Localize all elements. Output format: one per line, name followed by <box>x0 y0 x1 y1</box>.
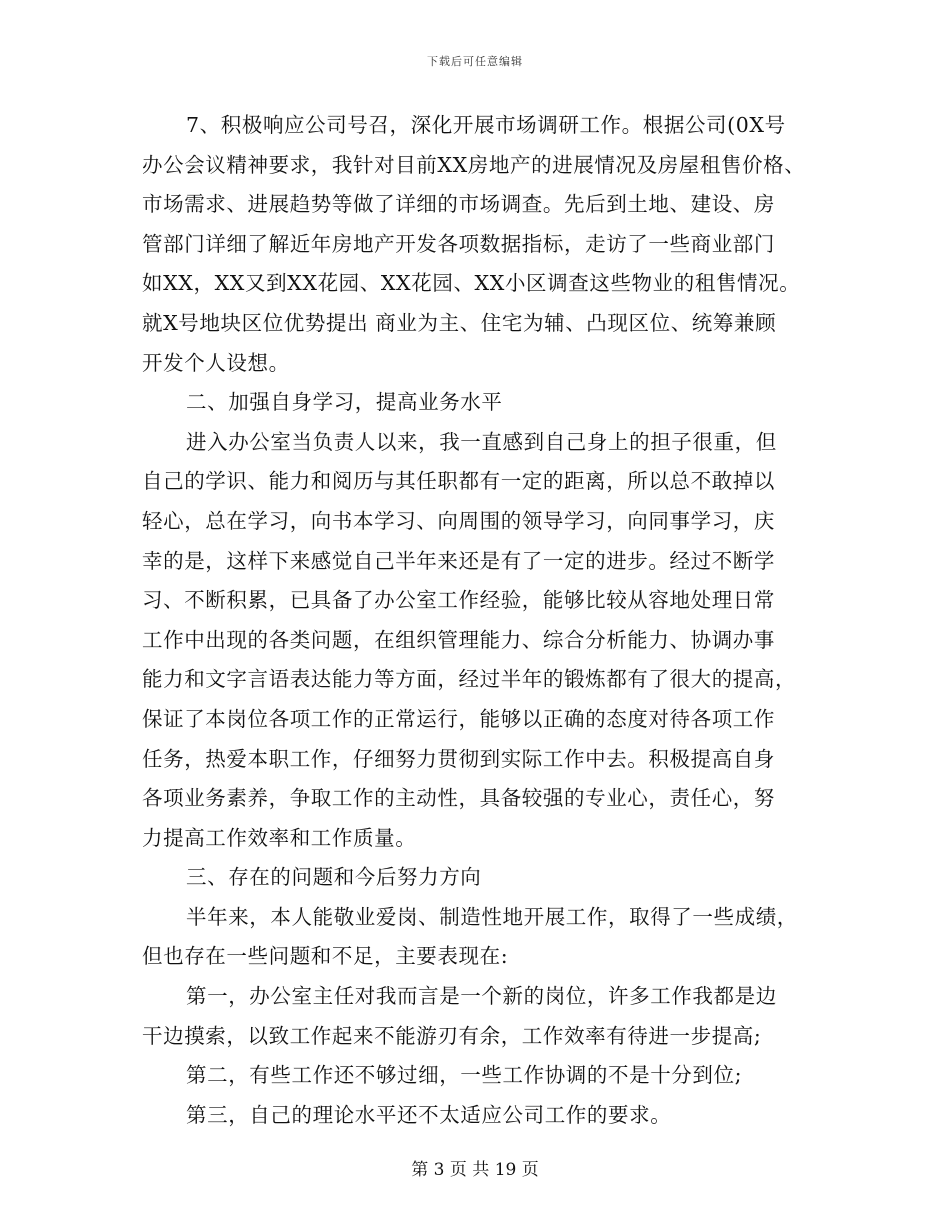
paragraph-line: 开发个人设想。 <box>142 350 290 375</box>
paragraph-line: 保证了本岗位各项工作的正常运行，能够以正确的态度对待各项工作 <box>142 706 775 731</box>
section-heading: 二、加强自身学习，提高业务水平 <box>186 390 503 415</box>
paragraph-line: 管部门详细了解近年房地产开发各项数据指标，走访了一些商业部门 <box>142 231 775 256</box>
section-heading: 三、存在的问题和今后努力方向 <box>186 865 482 890</box>
paragraph-line: 就X号地块区位优势提出 商业为主、住宅为辅、凸现区位、统筹兼顾 <box>142 310 777 335</box>
paragraph-line: 轻心，总在学习，向书本学习、向周围的领导学习，向同事学习，庆 <box>142 508 775 533</box>
paragraph-line: 办公会议精神要求，我针对目前XX房地产的进展情况及房屋租售价格、 <box>142 152 806 177</box>
paragraph-line: 工作中出现的各类问题，在组织管理能力、综合分析能力、协调办事 <box>142 627 775 652</box>
paragraph-line: 自己的学识、能力和阅历与其任职都有一定的距离，所以总不敢掉以 <box>142 469 775 494</box>
paragraph-line: 7、积极响应公司号召，深化开展市场调研工作。根据公司(0X号 <box>186 113 786 137</box>
paragraph-line: 能力和文字言语表达能力等方面，经过半年的锻炼都有了很大的提高， <box>142 667 797 692</box>
paragraph-line: 习、不断积累，已具备了办公室工作经验，能够比较从容地处理日常 <box>142 588 775 613</box>
paragraph-line: 各项业务素养，争取工作的主动性，具备较强的专业心，责任心，努 <box>142 786 775 811</box>
paragraph-line: 任务，热爱本职工作，仔细努力贯彻到实际工作中去。积极提高自身 <box>142 746 775 771</box>
page-header: 下载后可任意编辑 <box>427 55 523 68</box>
paragraph-line: 但也存在一些问题和不足，主要表现在: <box>142 944 509 969</box>
paragraph-line: 第三，自己的理论水平还不太适应公司工作的要求。 <box>186 1102 672 1127</box>
paragraph-line: 半年来，本人能敬业爱岗、制造性地开展工作，取得了一些成绩， <box>186 904 798 929</box>
paragraph-line: 如XX，XX又到XX花园、XX花园、XX小区调查这些物业的租售情况。 <box>142 271 801 296</box>
paragraph-line: 幸的是，这样下来感觉自己半年来还是有了一定的进步。经过不断学 <box>142 548 775 573</box>
paragraph-line: 干边摸索，以致工作起来不能游刃有余，工作效率有待进一步提高; <box>142 1023 762 1048</box>
page-number-footer: 第 3 页 共 19 页 <box>411 1160 539 1180</box>
document-body <box>142 106 822 1135</box>
paragraph-line: 第二，有些工作还不够过细，一些工作协调的不是十分到位; <box>186 1063 743 1088</box>
paragraph-line: 力提高工作效率和工作质量。 <box>142 825 417 850</box>
paragraph-line: 市场需求、进展趋势等做了详细的市场调查。先后到土地、建设、房 <box>142 192 775 217</box>
paragraph-line: 进入办公室当负责人以来，我一直感到自己身上的担子很重，但 <box>186 429 777 454</box>
paragraph-line: 第一，办公室主任对我而言是一个新的岗位，许多工作我都是边 <box>186 984 777 1009</box>
